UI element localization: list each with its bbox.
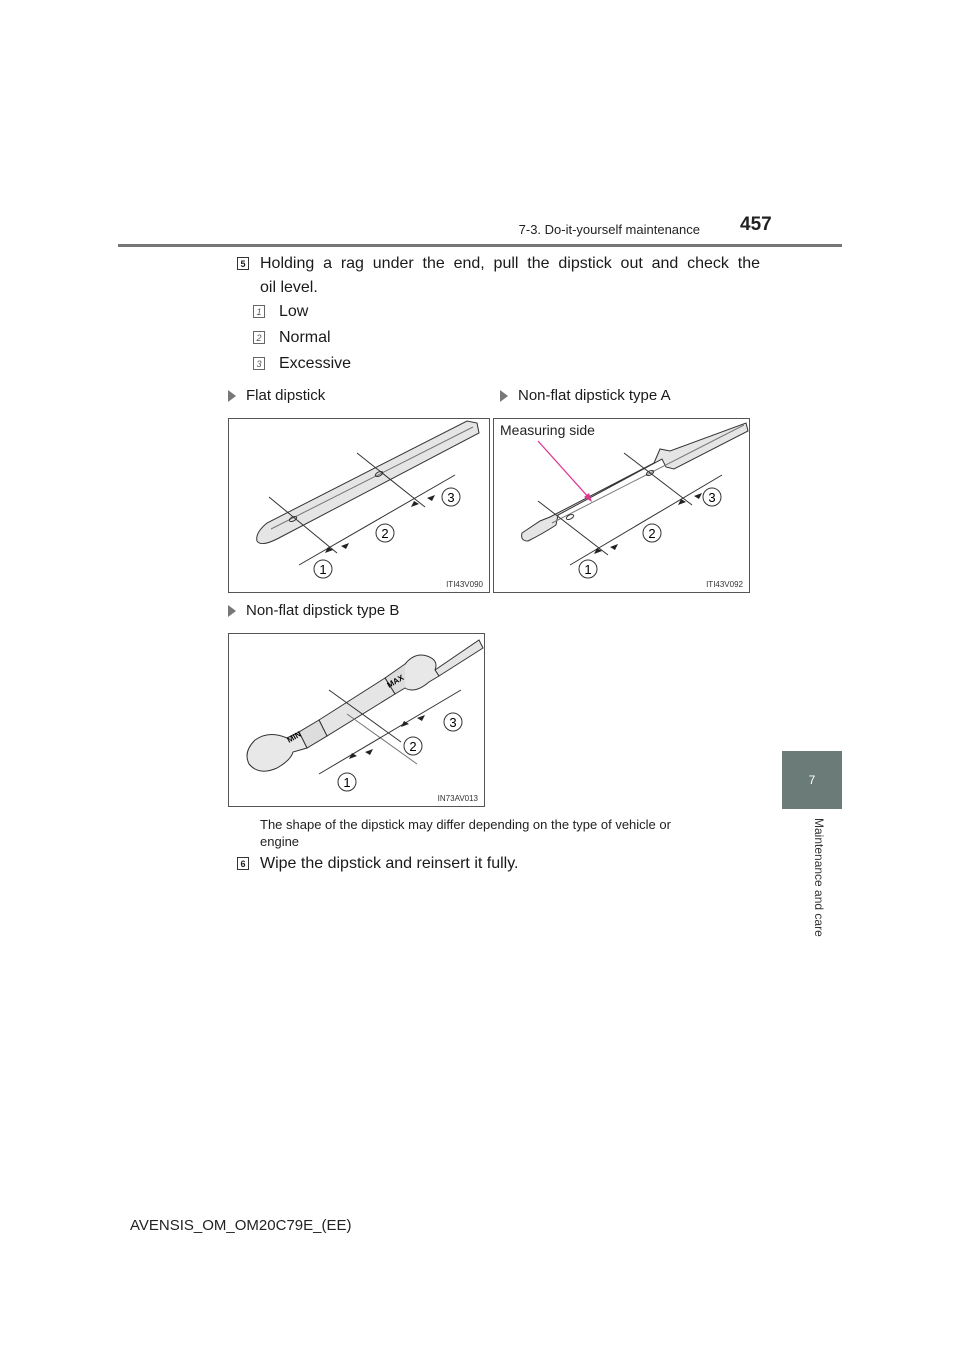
chapter-tab: 7	[782, 751, 842, 809]
svg-text:1: 1	[584, 562, 592, 577]
type-b-dipstick-illustration	[229, 634, 484, 806]
svg-text:3: 3	[708, 490, 716, 505]
step-number-5: 5	[237, 257, 249, 270]
step-number-6: 6	[237, 857, 249, 870]
svg-text:2: 2	[409, 739, 417, 754]
marker-2	[643, 524, 661, 542]
max-mark: MAX	[385, 673, 406, 690]
header-rule	[118, 244, 842, 247]
callout-arrow	[538, 441, 590, 499]
item-number-1: 1	[253, 305, 265, 318]
marker-2	[376, 524, 394, 542]
marker-1	[338, 773, 356, 791]
marker-3	[444, 713, 462, 731]
marker-3	[703, 488, 721, 506]
figure-type-a	[493, 418, 750, 593]
chapter-title: Maintenance and care	[812, 818, 826, 937]
marker-1	[314, 560, 332, 578]
min-mark: MIN	[285, 729, 303, 745]
flat-dipstick-illustration	[229, 419, 489, 592]
item-label-low: Low	[279, 303, 309, 320]
caption-type-a: Non-flat dipstick type A	[500, 387, 671, 404]
figure-type-b	[228, 633, 485, 807]
step-5-text-line1: Holding a rag under the end, pull the dipstick out and check the	[260, 255, 760, 272]
callout-measuring-side: Measuring side	[500, 422, 595, 438]
item-label-normal: Normal	[279, 329, 331, 346]
marker-1	[579, 560, 597, 578]
svg-text:1: 1	[319, 562, 327, 577]
step-5-text-line2: oil level.	[260, 279, 318, 296]
caption-type-b: Non-flat dipstick type B	[228, 602, 399, 619]
figure-code: ITI43V090	[446, 580, 483, 589]
svg-text:1: 1	[343, 775, 351, 790]
section-title: 7-3. Do-it-yourself maintenance	[518, 222, 700, 237]
svg-text:3: 3	[447, 490, 455, 505]
figure-flat-dipstick	[228, 418, 490, 593]
bullet-triangle-icon	[228, 390, 236, 402]
svg-text:2: 2	[648, 526, 656, 541]
caption-flat-dipstick: Flat dipstick	[228, 387, 325, 404]
svg-text:2: 2	[381, 526, 389, 541]
dipstick-shape-note: The shape of the dipstick may differ depending on the type of vehicle or engine	[260, 817, 671, 849]
item-label-excessive: Excessive	[279, 355, 352, 372]
page-number: 457	[740, 214, 772, 235]
bullet-triangle-icon	[228, 605, 236, 617]
marker-2	[404, 737, 422, 755]
figure-code: ITI43V092	[706, 580, 743, 589]
document-id: AVENSIS_OM_OM20C79E_(EE)	[130, 1217, 352, 1234]
type-a-dipstick-illustration	[494, 419, 749, 592]
item-number-3: 3	[253, 357, 265, 370]
step-6-text: Wipe the dipstick and reinsert it fully.	[260, 855, 519, 872]
item-number-2: 2	[253, 331, 265, 344]
marker-3	[442, 488, 460, 506]
bullet-triangle-icon	[500, 390, 508, 402]
figure-code: IN73AV013	[437, 794, 478, 803]
svg-text:3: 3	[449, 715, 457, 730]
